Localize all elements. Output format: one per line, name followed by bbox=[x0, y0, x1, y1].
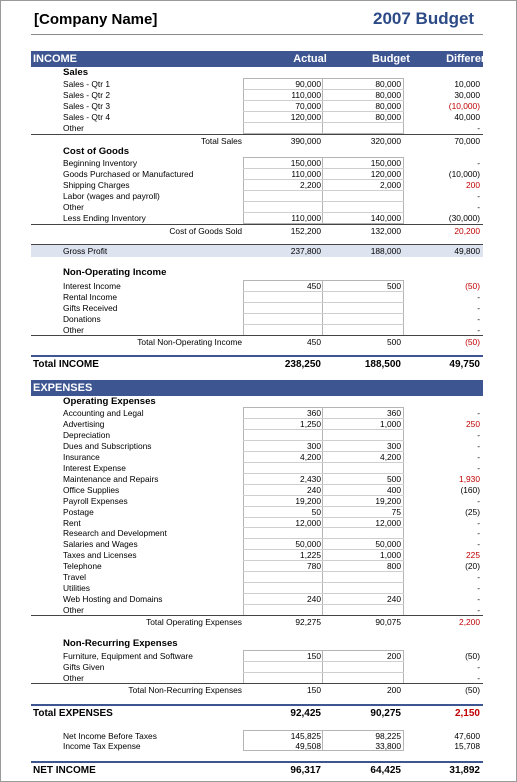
row-label: Utilities bbox=[63, 583, 90, 594]
row-label: Sales - Qtr 3 bbox=[63, 101, 111, 111]
total-expenses-actual: 92,425 bbox=[290, 708, 321, 719]
total-non-operating-label: Total Non-Operating Income bbox=[137, 337, 242, 347]
difference-cell: - bbox=[477, 605, 480, 616]
budget-cell[interactable]: 500 bbox=[387, 473, 401, 484]
net-income bbox=[31, 761, 483, 779]
gross-profit-actual: 237,800 bbox=[290, 246, 321, 256]
actual-cell[interactable]: 240 bbox=[307, 594, 321, 605]
actual-cell[interactable]: 49,508 bbox=[295, 741, 321, 751]
actual-cell[interactable]: 110,000 bbox=[291, 169, 321, 179]
actual-cell[interactable]: 19,200 bbox=[295, 495, 321, 506]
budget-cell[interactable]: 120,000 bbox=[370, 169, 401, 179]
budget-cell[interactable]: 80,000 bbox=[375, 112, 401, 122]
difference-cell: - bbox=[477, 191, 480, 201]
total-operating-expenses-actual: 92,275 bbox=[295, 617, 321, 627]
cost-of-goods-sold-actual: 152,200 bbox=[290, 226, 321, 236]
row-label: Interest Expense bbox=[63, 462, 126, 473]
actual-cell[interactable]: 12,000 bbox=[295, 517, 321, 528]
total-non-operating bbox=[31, 335, 483, 348]
actual-cell[interactable]: 90,000 bbox=[295, 79, 321, 89]
total-expenses-difference: 2,150 bbox=[454, 708, 480, 719]
difference-cell: - bbox=[477, 429, 480, 440]
column-header-budget: Budget bbox=[372, 53, 410, 65]
total-sales-budget: 320,000 bbox=[370, 136, 401, 146]
total-income-actual: 238,250 bbox=[284, 359, 321, 370]
gross-profit-difference: 49,800 bbox=[454, 246, 480, 256]
difference-cell: (50) bbox=[465, 651, 480, 661]
total-operating-expenses-difference: 2,200 bbox=[459, 617, 480, 627]
budget-cell[interactable]: 2,000 bbox=[380, 180, 401, 190]
total-non-recurring-expenses-actual: 150 bbox=[307, 685, 321, 695]
budget-cell[interactable]: 200 bbox=[387, 651, 401, 661]
row-label: Travel bbox=[63, 572, 86, 583]
actual-cell[interactable]: 110,000 bbox=[291, 213, 321, 223]
difference-cell: 225 bbox=[466, 550, 480, 561]
difference-cell: 10,000 bbox=[454, 79, 480, 89]
net-income-label: NET INCOME bbox=[33, 765, 96, 776]
budget-cell[interactable]: 12,000 bbox=[375, 517, 401, 528]
sales-row bbox=[31, 123, 483, 134]
cost-of-goods-sold bbox=[31, 224, 483, 237]
difference-cell: - bbox=[477, 440, 480, 451]
row-label: Dues and Subscriptions bbox=[63, 440, 152, 451]
difference-cell: 250 bbox=[466, 418, 480, 429]
actual-cell[interactable]: 50 bbox=[311, 506, 321, 517]
difference-cell: - bbox=[477, 408, 480, 418]
difference-cell: - bbox=[477, 583, 480, 594]
net-income-actual: 96,317 bbox=[290, 765, 321, 776]
actual-cell[interactable]: 2,430 bbox=[300, 473, 321, 484]
row-label: Other bbox=[63, 605, 84, 616]
budget-cell[interactable]: 19,200 bbox=[375, 495, 401, 506]
non-recurring-section-title: Non-Recurring Expenses bbox=[63, 638, 178, 649]
actual-cell[interactable]: 150 bbox=[307, 651, 321, 661]
row-label: Gifts Given bbox=[63, 662, 105, 672]
difference-cell: 15,708 bbox=[454, 741, 480, 751]
budget-cell[interactable]: 800 bbox=[387, 561, 401, 572]
actual-cell[interactable]: 150,000 bbox=[290, 158, 321, 168]
row-label: Furniture, Equipment and Software bbox=[63, 651, 193, 661]
column-header-actual: Actual bbox=[293, 53, 327, 65]
actual-cell[interactable]: 70,000 bbox=[295, 101, 321, 111]
difference-cell: (20) bbox=[465, 561, 480, 572]
difference-cell: - bbox=[477, 158, 480, 168]
difference-cell: (50) bbox=[465, 281, 480, 291]
non-operating-section-title: Non-Operating Income bbox=[63, 267, 167, 278]
total-non-recurring-expenses-label: Total Non-Recurring Expenses bbox=[128, 685, 242, 695]
budget-cell[interactable]: 500 bbox=[387, 281, 401, 291]
total-operating-expenses-label: Total Operating Expenses bbox=[146, 617, 242, 627]
row-label: Payroll Expenses bbox=[63, 495, 128, 506]
budget-cell[interactable]: 75 bbox=[391, 506, 401, 517]
row-label: Sales - Qtr 1 bbox=[63, 79, 111, 89]
actual-cell[interactable]: 780 bbox=[307, 561, 321, 572]
budget-cell[interactable]: 50,000 bbox=[375, 539, 401, 550]
difference-cell: - bbox=[477, 451, 480, 462]
difference-cell: (10,000) bbox=[448, 101, 480, 111]
actual-cell[interactable]: 2,200 bbox=[300, 180, 321, 190]
row-label: Shipping Charges bbox=[63, 180, 130, 190]
row-label: Advertising bbox=[63, 418, 105, 429]
gross-profit-budget: 188,000 bbox=[370, 246, 401, 256]
row-label: Labor (wages and payroll) bbox=[63, 191, 160, 201]
total-income bbox=[31, 355, 483, 373]
difference-cell: 30,000 bbox=[454, 90, 480, 100]
total-operating-expenses-budget: 90,075 bbox=[375, 617, 401, 627]
row-label: Insurance bbox=[63, 451, 100, 462]
row-label: Taxes and Licenses bbox=[63, 550, 137, 561]
cost-of-goods-sold-difference: 20,200 bbox=[454, 226, 480, 236]
row-label: Research and Development bbox=[63, 528, 167, 539]
actual-cell[interactable]: 360 bbox=[307, 408, 321, 418]
row-label: Other bbox=[63, 123, 84, 133]
total-expenses bbox=[31, 704, 483, 722]
difference-cell: - bbox=[477, 594, 480, 605]
row-label: Sales - Qtr 2 bbox=[63, 90, 111, 100]
cogs-section-title: Cost of Goods bbox=[63, 146, 130, 157]
row-label: Net Income Before Taxes bbox=[63, 731, 157, 741]
row-label: Less Ending Inventory bbox=[63, 213, 146, 223]
tax-row bbox=[31, 741, 483, 752]
total-sales-label: Total Sales bbox=[201, 136, 242, 146]
difference-cell: (30,000) bbox=[448, 213, 480, 223]
total-operating-expenses bbox=[31, 615, 483, 628]
difference-cell: 40,000 bbox=[454, 112, 480, 122]
difference-cell: - bbox=[477, 303, 480, 313]
budget-cell[interactable]: 4,200 bbox=[380, 451, 401, 462]
actual-cell[interactable]: 50,000 bbox=[295, 539, 321, 550]
actual-cell[interactable]: 240 bbox=[307, 484, 321, 495]
document-title: 2007 Budget bbox=[373, 9, 475, 28]
total-expenses-budget: 90,275 bbox=[370, 708, 401, 719]
total-income-label: Total INCOME bbox=[33, 359, 99, 370]
actual-cell[interactable]: 300 bbox=[307, 440, 321, 451]
difference-cell: - bbox=[477, 539, 480, 550]
actual-cell[interactable]: 4,200 bbox=[300, 451, 321, 462]
actual-cell[interactable]: 120,000 bbox=[290, 112, 321, 122]
expenses-header-label: EXPENSES bbox=[33, 382, 93, 394]
budget-cell[interactable]: 300 bbox=[387, 440, 401, 451]
budget-cell[interactable]: 140,000 bbox=[370, 213, 401, 223]
difference-cell: (25) bbox=[465, 506, 480, 517]
budget-cell[interactable]: 150,000 bbox=[370, 158, 401, 168]
row-label: Maintenance and Repairs bbox=[63, 473, 159, 484]
income-header bbox=[31, 51, 500, 67]
row-label: Telephone bbox=[63, 561, 102, 572]
row-label: Beginning Inventory bbox=[63, 158, 138, 168]
row-label: Office Supplies bbox=[63, 484, 120, 495]
net-income-difference: 31,892 bbox=[449, 765, 480, 776]
total-non-operating-difference: (50) bbox=[465, 337, 480, 347]
difference-cell: - bbox=[477, 123, 480, 133]
total-income-budget: 188,500 bbox=[364, 359, 401, 370]
difference-cell: - bbox=[477, 325, 480, 335]
budget-cell[interactable]: 1,000 bbox=[380, 418, 401, 429]
header-rule bbox=[31, 34, 483, 35]
total-expenses-label: Total EXPENSES bbox=[33, 708, 113, 719]
difference-cell: - bbox=[477, 495, 480, 506]
total-non-recurring-expenses-difference: (50) bbox=[465, 685, 480, 695]
difference-cell: (10,000) bbox=[448, 169, 480, 179]
row-label: Sales - Qtr 4 bbox=[63, 112, 111, 122]
actual-cell[interactable]: 450 bbox=[307, 281, 321, 291]
cogs-row bbox=[31, 213, 483, 224]
gross-profit bbox=[31, 244, 483, 257]
total-income-difference: 49,750 bbox=[449, 359, 480, 370]
difference-cell: - bbox=[477, 202, 480, 212]
row-label: Gifts Received bbox=[63, 303, 118, 313]
difference-cell: 47,600 bbox=[454, 731, 480, 741]
budget-cell[interactable]: 33,800 bbox=[375, 741, 401, 751]
row-label: Goods Purchased or Manufactured bbox=[63, 169, 194, 179]
total-sales-actual: 390,000 bbox=[290, 136, 321, 146]
row-label: Interest Income bbox=[63, 281, 121, 291]
budget-cell[interactable]: 80,000 bbox=[375, 101, 401, 111]
difference-cell: - bbox=[477, 292, 480, 302]
actual-cell[interactable]: 1,225 bbox=[300, 550, 321, 561]
row-label: Donations bbox=[63, 314, 101, 324]
column-header-difference: Difference bbox=[446, 53, 500, 65]
difference-cell: (160) bbox=[460, 484, 480, 495]
budget-cell[interactable]: 80,000 bbox=[375, 90, 401, 100]
sales-section-title: Sales bbox=[63, 67, 89, 78]
company-name[interactable]: [Company Name] bbox=[34, 11, 158, 28]
budget-cell[interactable]: 400 bbox=[387, 484, 401, 495]
actual-cell[interactable]: 145,825 bbox=[290, 731, 321, 741]
difference-cell: - bbox=[477, 662, 480, 672]
difference-cell: - bbox=[477, 517, 480, 528]
total-non-recurring-expenses bbox=[31, 683, 483, 696]
total-non-operating-budget: 500 bbox=[387, 337, 401, 347]
difference-cell: - bbox=[477, 673, 480, 683]
row-label: Other bbox=[63, 673, 84, 683]
budget-cell[interactable]: 80,000 bbox=[375, 79, 401, 89]
budget-cell[interactable]: 98,225 bbox=[375, 731, 401, 741]
row-label: Postage bbox=[63, 506, 94, 517]
row-label: Rent bbox=[63, 517, 81, 528]
difference-cell: - bbox=[477, 462, 480, 473]
difference-cell: 1,930 bbox=[459, 473, 480, 484]
row-label: Depreciation bbox=[63, 429, 111, 440]
difference-cell: - bbox=[477, 528, 480, 539]
row-label: Other bbox=[63, 325, 84, 335]
income-header-label: INCOME bbox=[33, 53, 77, 65]
budget-cell[interactable]: 360 bbox=[387, 408, 401, 418]
row-label: Web Hosting and Domains bbox=[63, 594, 163, 605]
difference-cell: - bbox=[477, 572, 480, 583]
row-label: Rental Income bbox=[63, 292, 117, 302]
budget-cell[interactable]: 240 bbox=[387, 594, 401, 605]
total-sales-difference: 70,000 bbox=[454, 136, 480, 146]
cost-of-goods-sold-budget: 132,000 bbox=[370, 226, 401, 236]
difference-cell: 200 bbox=[466, 180, 480, 190]
budget-cell[interactable]: 1,000 bbox=[380, 550, 401, 561]
row-label: Accounting and Legal bbox=[63, 408, 144, 418]
actual-cell[interactable]: 110,000 bbox=[291, 90, 321, 100]
net-income-budget: 64,425 bbox=[370, 765, 401, 776]
total-non-operating-actual: 450 bbox=[307, 337, 321, 347]
total-non-recurring-expenses-budget: 200 bbox=[387, 685, 401, 695]
gross-profit-label: Gross Profit bbox=[63, 246, 108, 256]
row-label: Income Tax Expense bbox=[63, 741, 141, 751]
operating-section-title: Operating Expenses bbox=[63, 396, 156, 407]
row-label: Other bbox=[63, 202, 84, 212]
cost-of-goods-sold-label: Cost of Goods Sold bbox=[169, 226, 242, 236]
row-label: Salaries and Wages bbox=[63, 539, 138, 550]
actual-cell[interactable]: 1,250 bbox=[300, 418, 321, 429]
expenses-header bbox=[31, 380, 483, 396]
difference-cell: - bbox=[477, 314, 480, 324]
